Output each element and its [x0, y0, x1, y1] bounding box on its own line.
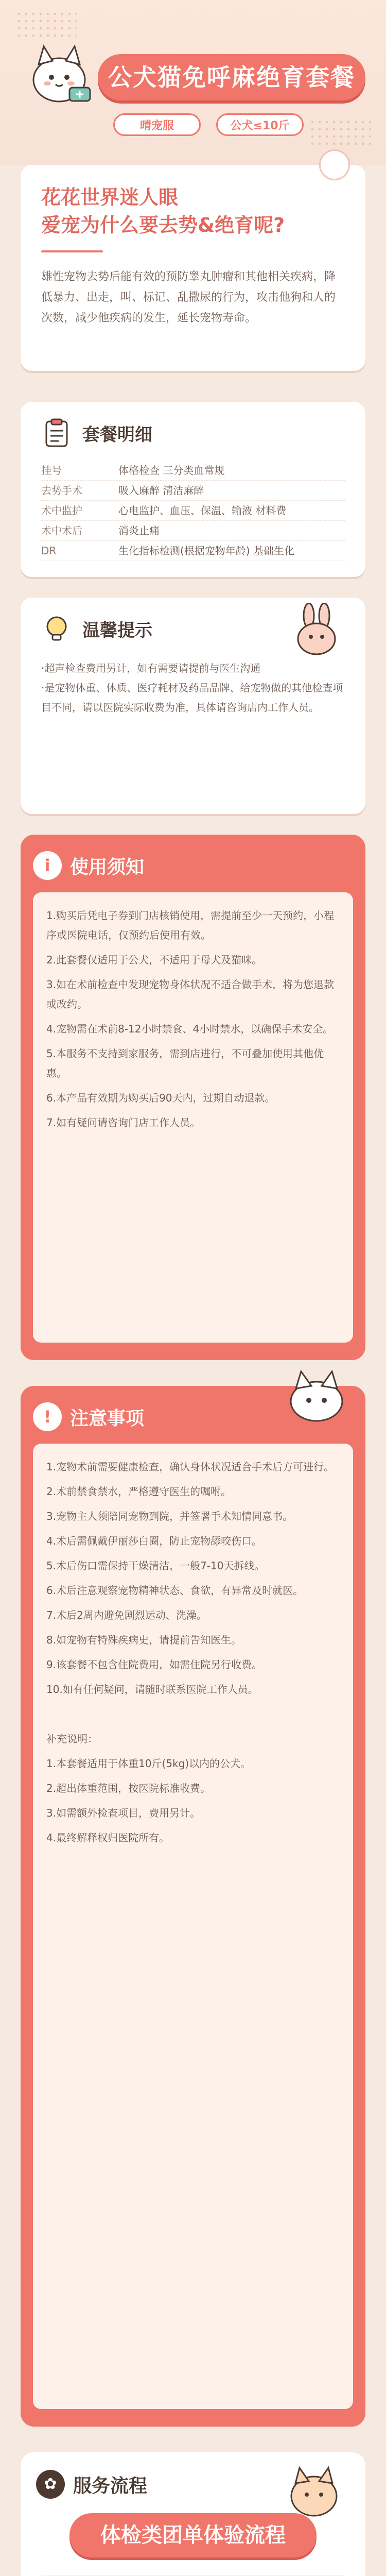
hero-header: [0, 0, 386, 165]
list-item: 2.超出体重范围，按医院标准收费。: [46, 1782, 211, 1794]
tag-brand: 晴宠服: [113, 113, 201, 136]
service-flow: [21, 2452, 365, 2576]
list-item: 3.如在术前检查中发现宠物身体状况不适合做手术，将为您退款或改约。: [46, 978, 335, 1010]
list-item: 4.宠物需在术前8-12小时禁食、4小时禁水，以确保手术安全。: [46, 1023, 334, 1035]
list-item: 6.本产品有效期为购买后90天内，过期自动退款。: [46, 1092, 275, 1104]
intro-text: 雄性宠物去势后能有效的预防睾丸肿瘤和其他相关疾病，降低暴力、出走，叫、标记、乱撒尿的行为，攻击他狗和人的次数，减少他疾病的发生，延长宠物寿命。: [41, 270, 336, 325]
cat-thumbs-icon: [283, 2463, 345, 2519]
flow-banner: 体检类团单体验流程: [69, 2513, 317, 2557]
package-key: 去势手术: [41, 484, 82, 497]
package-title: 套餐明细: [82, 424, 152, 445]
list-item: 1.购买后凭电子券到门店核销使用，需提前至少一天预约，小程序或医院电话，仅预约后使用有效。: [46, 909, 335, 941]
list-item: 5.本服务不支持到家服务，需到店进行，不可叠加使用其他优惠。: [46, 1047, 324, 1079]
tips-title: 温馨提示: [82, 620, 152, 641]
list-item: 4.术后需佩戴伊丽莎白圈，防止宠物舔咬伤口。: [46, 1535, 262, 1547]
notes-content: [33, 1444, 353, 2409]
decor-bubble: [319, 149, 350, 180]
list-item: 6.术后注意观察宠物精神状态、食欲，有异常及时就医。: [46, 1584, 304, 1597]
warning-icon: !: [33, 1402, 62, 1431]
cat-peek-icon: [283, 1365, 350, 1422]
usage-header: [33, 849, 353, 882]
package-list: [41, 461, 345, 561]
list-item: 补充说明：: [46, 1733, 98, 1745]
page-title: 公犬猫免呼麻绝育套餐: [98, 54, 365, 100]
list-item: [46, 1704, 340, 1724]
usage-content: [33, 892, 353, 1343]
package-value: 体格检查 三分类血常规: [118, 464, 225, 477]
list-item: 4.最终解释权归医院所有。: [46, 1832, 170, 1844]
list-item: 7.如有疑问请咨询门店工作人员。: [46, 1116, 201, 1129]
list-item: [41, 521, 345, 541]
tips-text: ·超声检查费用另计，如有需要请提前与医生沟通 ·是宠物体重、体质、医疗耗材及药品品牌、给宠物做的其他检查项目不同，请以医院实际收费为准，具体请咨询店内工作人员。: [41, 662, 343, 714]
list-item: 1.宠物术前需要健康检查，确认身体状况适合手术后方可进行。: [46, 1461, 335, 1473]
list-item: 1.本套餐适用于体重10斤(5kg)以内的公犬。: [46, 1757, 251, 1770]
package-key: DR: [41, 545, 57, 557]
rabbit-icon: [288, 603, 345, 659]
package-value: 生化指标检测(根据宠物年龄) 基础生化: [118, 545, 294, 557]
list-item: 9.该套餐不包含住院费用，如需住院另行收费。: [46, 1658, 262, 1671]
package-key: 术中监护: [41, 504, 82, 517]
package-key: 术中术后: [41, 524, 82, 537]
usage-title: 使用须知: [70, 856, 145, 878]
notes-title: 注意事项: [70, 1408, 145, 1429]
package-header: [41, 417, 345, 448]
list-item: [41, 481, 345, 501]
list-item: 7.术后2周内避免剧烈运动、洗澡。: [46, 1609, 207, 1621]
intro-title: 花花世界迷人眼 爱宠为什么要去势&绝育呢?: [41, 186, 285, 236]
list-item: 10.如有任何疑问，请随时联系医院工作人员。: [46, 1683, 258, 1696]
divider: [41, 250, 103, 252]
usage-panel: [21, 835, 365, 1360]
tag-weight: 公犬≤10斤: [216, 113, 304, 136]
clipboard-icon: [41, 417, 72, 448]
list-item: [41, 541, 345, 561]
package-value: 吸入麻醉 清洁麻醉: [118, 484, 204, 497]
package-value: 心电监护、血压、保温、输液 材料费: [118, 504, 287, 517]
lightbulb-icon: [41, 613, 72, 644]
intro-card: [21, 165, 365, 371]
package-key: 挂号: [41, 464, 62, 477]
tips-card: [21, 598, 365, 814]
list-item: 8.如宠物有特殊疾病史，请提前告知医生。: [46, 1634, 242, 1646]
decor-dots: [309, 118, 371, 149]
package-card: [21, 402, 365, 577]
list-item: 3.宠物主人须陪同宠物到院，并签署手术知情同意书。: [46, 1510, 293, 1522]
info-icon: i: [33, 851, 62, 880]
list-item: [41, 501, 345, 521]
cat-mascot-icon: [21, 31, 98, 108]
paw-icon: ✿: [36, 2470, 65, 2499]
list-item: 2.术前禁食禁水，严格遵守医生的嘱咐。: [46, 1485, 232, 1498]
list-item: [41, 461, 345, 481]
list-item: 3.如需额外检查项目，费用另计。: [46, 1807, 201, 1819]
list-item: 5.术后伤口需保持干燥清洁，一般7-10天拆线。: [46, 1560, 265, 1572]
package-value: 消炎止痛: [118, 524, 160, 537]
flow-title: 服务流程: [73, 2475, 148, 2497]
list-item: 2.此套餐仅适用于公犬，不适用于母犬及猫咪。: [46, 954, 262, 966]
notes-panel: [21, 1386, 365, 2427]
